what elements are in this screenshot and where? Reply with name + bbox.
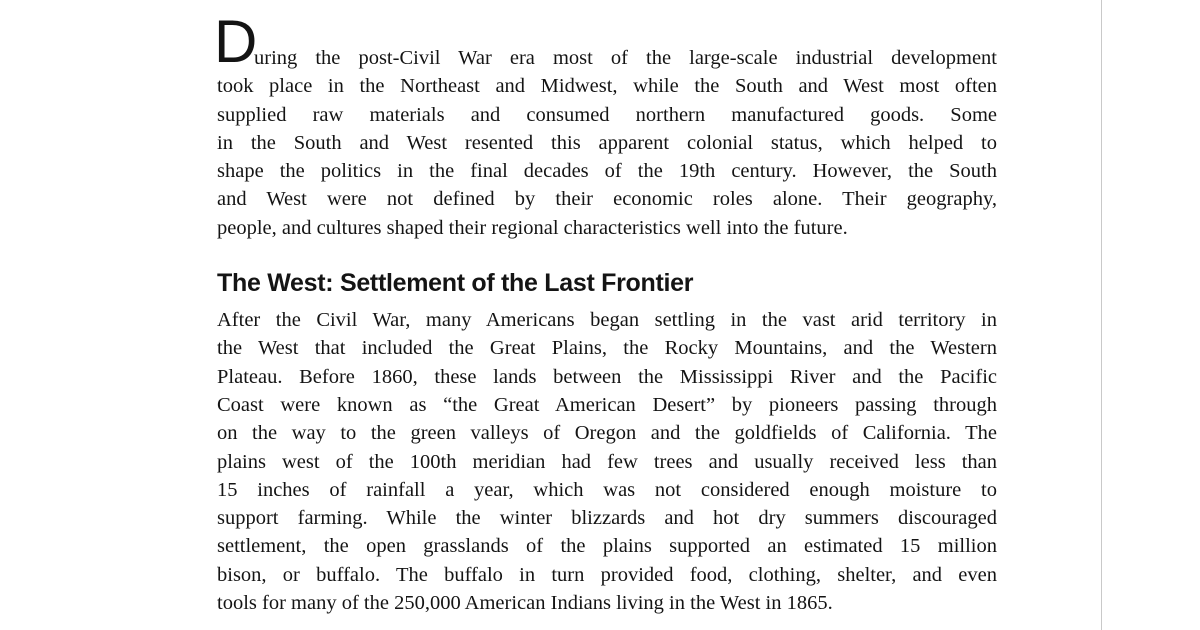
intro-line: in the South and West resented this apparent colonial status, which helped to (217, 131, 997, 154)
intro-line: and West were not defined by their economic roles alone. Their geography, (217, 188, 997, 211)
section-line: support farming. While the winter blizzards and hot dry summers discouraged (217, 507, 997, 530)
intro-first-line (214, 8, 997, 75)
intro-line: took place in the Northeast and Midwest, while the South and West most often (217, 75, 997, 98)
section-line: Coast were known as “the Great American Desert” by pioneers passing through (217, 393, 997, 416)
intro-line: shape the politics in the final decades of the 19th century. However, the South (217, 160, 997, 183)
section-paragraph (217, 306, 997, 617)
section-line: plains west of the 100th meridian had few trees and usually received less than (217, 450, 997, 473)
page-edge-divider (1101, 0, 1102, 630)
section-line: After the Civil War, many Americans began settling in the vast arid territory in (217, 309, 997, 332)
intro-line: supplied raw materials and consumed northern manufactured goods. Some (217, 103, 997, 126)
section-line: the West that included the Great Plains, the Rocky Mountains, and the Western (217, 337, 997, 360)
drop-cap: D (214, 8, 257, 75)
section-line: bison, or buffalo. The buffalo in turn provided food, clothing, shelter, and even (217, 563, 997, 586)
intro-line: uring the post-Civil War era most of the large-scale industrial development (254, 47, 997, 69)
intro-line: people, and cultures shaped their regional characteristics well into the future. (217, 216, 848, 239)
intro-paragraph (214, 8, 997, 242)
section-line: 15 inches of rainfall a year, which was not considered enough moisture to (217, 478, 997, 501)
section-line: Plateau. Before 1860, these lands between the Mississippi River and the Pacific (217, 365, 997, 388)
text-column (214, 8, 997, 617)
section-line: settlement, the open grasslands of the plains supported an estimated 15 million (217, 535, 997, 558)
section-line: tools for many of the 250,000 American Indians living in the West in 1865. (217, 592, 833, 615)
section-heading: The West: Settlement of the Last Frontier (217, 269, 694, 298)
section-line: on the way to the green valleys of Oregon and the goldfields of California. The (217, 422, 997, 445)
